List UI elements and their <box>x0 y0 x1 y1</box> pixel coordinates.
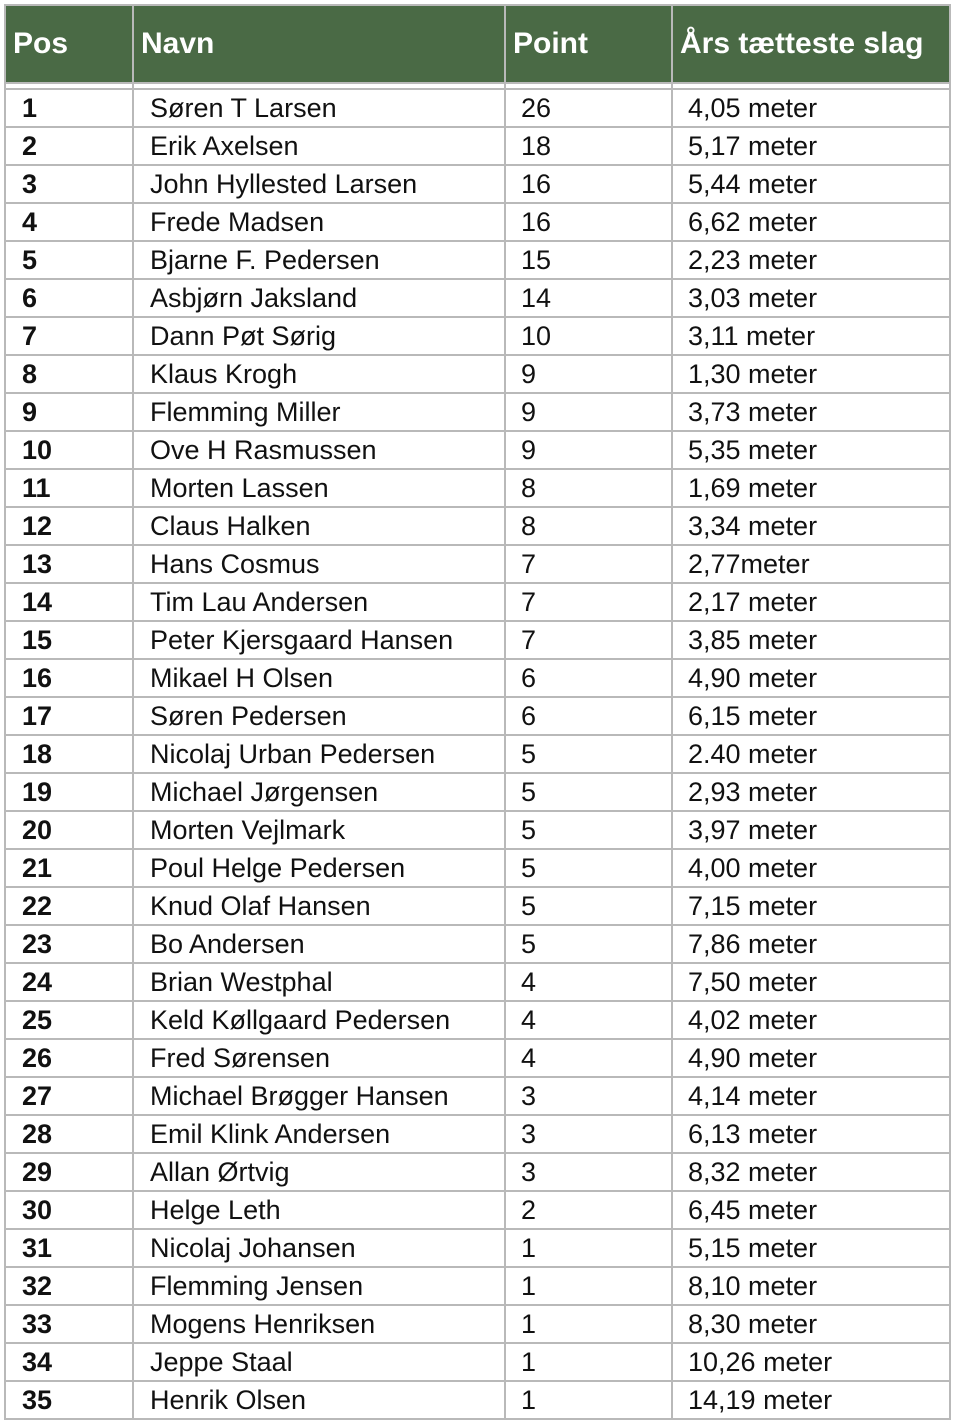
cell-name: Knud Olaf Hansen <box>133 887 505 925</box>
cell-closest-shot: 2,93 meter <box>672 773 950 811</box>
cell-name: Brian Westphal <box>133 963 505 1001</box>
cell-name: Bo Andersen <box>133 925 505 963</box>
cell-closest-shot: 1,69 meter <box>672 469 950 507</box>
cell-closest-shot: 1,30 meter <box>672 355 950 393</box>
cell-points: 5 <box>505 811 672 849</box>
table-row <box>5 887 950 925</box>
table-row <box>5 279 950 317</box>
cell-position: 7 <box>5 317 133 355</box>
table-row <box>5 773 950 811</box>
cell-position: 32 <box>5 1267 133 1305</box>
cell-name: Hans Cosmus <box>133 545 505 583</box>
cell-name: Flemming Miller <box>133 393 505 431</box>
cell-position: 33 <box>5 1305 133 1343</box>
cell-position: 22 <box>5 887 133 925</box>
cell-name: Peter Kjersgaard Hansen <box>133 621 505 659</box>
cell-closest-shot: 4,00 meter <box>672 849 950 887</box>
cell-closest-shot: 6,13 meter <box>672 1115 950 1153</box>
cell-points: 5 <box>505 849 672 887</box>
cell-position: 1 <box>5 89 133 127</box>
cell-name: Nicolaj Urban Pedersen <box>133 735 505 773</box>
cell-closest-shot: 5,44 meter <box>672 165 950 203</box>
cell-points: 7 <box>505 545 672 583</box>
cell-points: 14 <box>505 279 672 317</box>
cell-points: 1 <box>505 1267 672 1305</box>
table-row <box>5 317 950 355</box>
cell-position: 25 <box>5 1001 133 1039</box>
cell-closest-shot: 3,73 meter <box>672 393 950 431</box>
cell-name: John Hyllested Larsen <box>133 165 505 203</box>
cell-closest-shot: 3,34 meter <box>672 507 950 545</box>
cell-closest-shot: 5,17 meter <box>672 127 950 165</box>
cell-name: Søren Pedersen <box>133 697 505 735</box>
cell-name: Claus Halken <box>133 507 505 545</box>
header-row <box>5 5 950 83</box>
table-row <box>5 1305 950 1343</box>
cell-points: 5 <box>505 925 672 963</box>
cell-name: Keld Køllgaard Pedersen <box>133 1001 505 1039</box>
cell-points: 4 <box>505 963 672 1001</box>
column-header-closest: Års tætteste slag <box>672 5 950 83</box>
table-row <box>5 1039 950 1077</box>
cell-points: 4 <box>505 1039 672 1077</box>
table-row <box>5 1229 950 1267</box>
cell-closest-shot: 10,26 meter <box>672 1343 950 1381</box>
cell-closest-shot: 3,97 meter <box>672 811 950 849</box>
cell-points: 10 <box>505 317 672 355</box>
cell-closest-shot: 6,62 meter <box>672 203 950 241</box>
cell-name: Morten Vejlmark <box>133 811 505 849</box>
cell-name: Michael Brøgger Hansen <box>133 1077 505 1115</box>
table-row <box>5 1115 950 1153</box>
cell-name: Mogens Henriksen <box>133 1305 505 1343</box>
column-header-point: Point <box>505 5 672 83</box>
cell-position: 26 <box>5 1039 133 1077</box>
table-row <box>5 659 950 697</box>
table-row <box>5 1077 950 1115</box>
table-row <box>5 203 950 241</box>
cell-name: Tim Lau Andersen <box>133 583 505 621</box>
cell-points: 1 <box>505 1305 672 1343</box>
cell-closest-shot: 3,85 meter <box>672 621 950 659</box>
cell-closest-shot: 7,50 meter <box>672 963 950 1001</box>
cell-closest-shot: 14,19 meter <box>672 1381 950 1419</box>
cell-name: Henrik Olsen <box>133 1381 505 1419</box>
cell-name: Bjarne F. Pedersen <box>133 241 505 279</box>
table-row <box>5 925 950 963</box>
cell-position: 17 <box>5 697 133 735</box>
table-row <box>5 165 950 203</box>
cell-name: Erik Axelsen <box>133 127 505 165</box>
cell-points: 5 <box>505 887 672 925</box>
cell-closest-shot: 6,15 meter <box>672 697 950 735</box>
table-row <box>5 89 950 127</box>
table-row <box>5 507 950 545</box>
table-row <box>5 963 950 1001</box>
cell-name: Mikael H Olsen <box>133 659 505 697</box>
cell-position: 29 <box>5 1153 133 1191</box>
table-row <box>5 583 950 621</box>
column-header-name: Navn <box>133 5 505 83</box>
cell-name: Helge Leth <box>133 1191 505 1229</box>
cell-points: 6 <box>505 659 672 697</box>
table-row <box>5 431 950 469</box>
cell-points: 9 <box>505 431 672 469</box>
cell-closest-shot: 8,32 meter <box>672 1153 950 1191</box>
cell-points: 1 <box>505 1229 672 1267</box>
cell-position: 14 <box>5 583 133 621</box>
cell-name: Allan Ørtvig <box>133 1153 505 1191</box>
cell-name: Dann Pøt Sørig <box>133 317 505 355</box>
cell-name: Asbjørn Jaksland <box>133 279 505 317</box>
cell-points: 4 <box>505 1001 672 1039</box>
cell-closest-shot: 5,15 meter <box>672 1229 950 1267</box>
cell-position: 34 <box>5 1343 133 1381</box>
cell-closest-shot: 3,03 meter <box>672 279 950 317</box>
cell-points: 8 <box>505 469 672 507</box>
cell-closest-shot: 7,86 meter <box>672 925 950 963</box>
cell-closest-shot: 4,90 meter <box>672 659 950 697</box>
cell-closest-shot: 7,15 meter <box>672 887 950 925</box>
cell-position: 20 <box>5 811 133 849</box>
cell-closest-shot: 3,11 meter <box>672 317 950 355</box>
cell-points: 1 <box>505 1343 672 1381</box>
cell-name: Morten Lassen <box>133 469 505 507</box>
table-row <box>5 241 950 279</box>
cell-points: 15 <box>505 241 672 279</box>
cell-position: 19 <box>5 773 133 811</box>
cell-points: 18 <box>505 127 672 165</box>
cell-points: 7 <box>505 583 672 621</box>
cell-points: 1 <box>505 1381 672 1419</box>
cell-name: Frede Madsen <box>133 203 505 241</box>
cell-closest-shot: 5,35 meter <box>672 431 950 469</box>
table-body <box>5 83 950 1419</box>
cell-position: 8 <box>5 355 133 393</box>
cell-position: 6 <box>5 279 133 317</box>
cell-name: Jeppe Staal <box>133 1343 505 1381</box>
cell-position: 24 <box>5 963 133 1001</box>
cell-position: 15 <box>5 621 133 659</box>
cell-position: 4 <box>5 203 133 241</box>
cell-position: 5 <box>5 241 133 279</box>
cell-points: 6 <box>505 697 672 735</box>
cell-closest-shot: 4,90 meter <box>672 1039 950 1077</box>
cell-name: Flemming Jensen <box>133 1267 505 1305</box>
table-row <box>5 355 950 393</box>
table-row <box>5 1001 950 1039</box>
standings-table <box>4 4 951 1420</box>
cell-closest-shot: 4,14 meter <box>672 1077 950 1115</box>
cell-position: 27 <box>5 1077 133 1115</box>
cell-closest-shot: 2,77meter <box>672 545 950 583</box>
table-row <box>5 1343 950 1381</box>
cell-name: Emil Klink Andersen <box>133 1115 505 1153</box>
cell-closest-shot: 8,10 meter <box>672 1267 950 1305</box>
cell-points: 16 <box>505 203 672 241</box>
table-row <box>5 735 950 773</box>
table-row <box>5 1381 950 1419</box>
standings-table-container <box>4 4 949 1420</box>
table-row <box>5 1267 950 1305</box>
cell-position: 30 <box>5 1191 133 1229</box>
cell-position: 31 <box>5 1229 133 1267</box>
cell-points: 5 <box>505 773 672 811</box>
cell-points: 9 <box>505 393 672 431</box>
table-row <box>5 697 950 735</box>
cell-points: 8 <box>505 507 672 545</box>
cell-closest-shot: 4,02 meter <box>672 1001 950 1039</box>
cell-position: 35 <box>5 1381 133 1419</box>
cell-name: Søren T Larsen <box>133 89 505 127</box>
cell-points: 9 <box>505 355 672 393</box>
cell-position: 9 <box>5 393 133 431</box>
table-row <box>5 545 950 583</box>
cell-name: Michael Jørgensen <box>133 773 505 811</box>
cell-position: 28 <box>5 1115 133 1153</box>
cell-points: 26 <box>505 89 672 127</box>
cell-position: 13 <box>5 545 133 583</box>
table-row <box>5 469 950 507</box>
cell-name: Klaus Krogh <box>133 355 505 393</box>
cell-points: 3 <box>505 1077 672 1115</box>
table-row <box>5 1153 950 1191</box>
cell-points: 3 <box>505 1115 672 1153</box>
cell-points: 2 <box>505 1191 672 1229</box>
table-row <box>5 849 950 887</box>
cell-position: 16 <box>5 659 133 697</box>
cell-points: 7 <box>505 621 672 659</box>
cell-position: 12 <box>5 507 133 545</box>
cell-position: 18 <box>5 735 133 773</box>
cell-points: 3 <box>505 1153 672 1191</box>
cell-position: 23 <box>5 925 133 963</box>
cell-position: 21 <box>5 849 133 887</box>
cell-name: Fred Sørensen <box>133 1039 505 1077</box>
table-row <box>5 1191 950 1229</box>
cell-closest-shot: 4,05 meter <box>672 89 950 127</box>
cell-name: Ove H Rasmussen <box>133 431 505 469</box>
cell-position: 10 <box>5 431 133 469</box>
table-row <box>5 621 950 659</box>
table-row <box>5 393 950 431</box>
cell-closest-shot: 2.40 meter <box>672 735 950 773</box>
cell-position: 11 <box>5 469 133 507</box>
table-row <box>5 811 950 849</box>
column-header-pos: Pos <box>5 5 133 83</box>
cell-position: 3 <box>5 165 133 203</box>
table-header <box>5 5 950 83</box>
cell-name: Poul Helge Pedersen <box>133 849 505 887</box>
table-row <box>5 127 950 165</box>
cell-points: 5 <box>505 735 672 773</box>
cell-closest-shot: 6,45 meter <box>672 1191 950 1229</box>
cell-name: Nicolaj Johansen <box>133 1229 505 1267</box>
cell-closest-shot: 8,30 meter <box>672 1305 950 1343</box>
cell-points: 16 <box>505 165 672 203</box>
cell-closest-shot: 2,17 meter <box>672 583 950 621</box>
cell-closest-shot: 2,23 meter <box>672 241 950 279</box>
cell-position: 2 <box>5 127 133 165</box>
